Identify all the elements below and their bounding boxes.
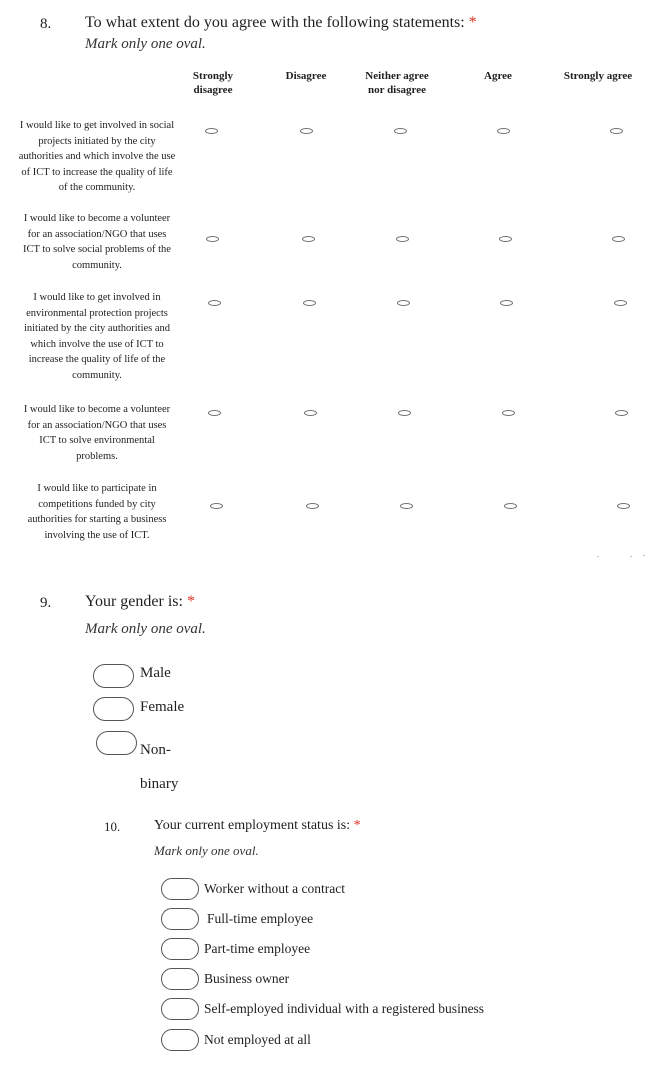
q8-title-text: To what extent do you agree with the following statements:	[85, 14, 465, 31]
q10-number: 10.	[104, 819, 121, 834]
q9-option-male-label: Male	[140, 665, 171, 681]
q10-option-worker-radio[interactable]	[161, 878, 199, 900]
q8-row5-strongly-agree-radio[interactable]	[617, 503, 630, 509]
q9-option-nonbinary-radio[interactable]	[96, 731, 137, 755]
q10-option-self-employed-radio[interactable]	[161, 998, 199, 1020]
col-header-strongly-disagree: Strongly disagree	[192, 70, 234, 96]
q9-option-male-radio[interactable]	[93, 664, 134, 688]
q9-option-female-label: Female	[140, 699, 185, 715]
q10-option-parttime-radio[interactable]	[161, 938, 199, 960]
q10-option-parttime-label: Part-time employee	[204, 941, 311, 956]
q10-required-mark: *	[353, 818, 361, 833]
q8-row5-disagree-radio[interactable]	[306, 503, 319, 509]
q8-instruction: Mark only one oval.	[85, 36, 206, 52]
q8-row5-neither-radio[interactable]	[400, 503, 413, 509]
q8-row1-agree-radio[interactable]	[497, 128, 510, 134]
q9-option-female-radio[interactable]	[93, 697, 134, 721]
q8-row3-neither-radio[interactable]	[397, 300, 410, 306]
q8-row-label-2: I would like to become a volunteer for an association/NGO that uses ICT to solve social problems of the community.	[23, 213, 171, 271]
q8-row-label-3: I would like to get involved in environmental protection projects initiated by the city authorities and which involve the use of ICT to increase the quality of life of the community.	[23, 292, 171, 381]
q8-row2-disagree-radio[interactable]	[302, 236, 315, 242]
q10-option-business-owner-label: Business owner	[204, 971, 290, 986]
q10-option-self-employed-label: Self-employed individual with a registered business	[204, 1001, 485, 1016]
q10-option-not-employed-label: Not employed at all	[204, 1032, 311, 1047]
q8-row2-agree-radio[interactable]	[499, 236, 512, 242]
q8-row4-neither-radio[interactable]	[398, 410, 411, 416]
scan-artifact-dot	[597, 556, 599, 557]
col-header-strongly-agree: Strongly agree	[563, 70, 633, 82]
q8-row-label-4: I would like to become a volunteer for an association/NGO that uses ICT to solve environmental problems.	[23, 404, 171, 462]
q9-option-nonbinary-label: Non-binary	[140, 742, 179, 792]
q8-row1-neither-radio[interactable]	[394, 128, 407, 134]
q8-number: 8.	[40, 16, 52, 32]
q10-option-not-employed-radio[interactable]	[161, 1029, 199, 1051]
q10-option-business-owner-radio[interactable]	[161, 968, 199, 990]
scan-artifact-dot	[630, 556, 632, 557]
q8-row2-strongly-agree-radio[interactable]	[612, 236, 625, 242]
q8-row4-strongly-disagree-radio[interactable]	[208, 410, 221, 416]
q9-title	[85, 593, 195, 611]
q8-row3-strongly-disagree-radio[interactable]	[208, 300, 221, 306]
q8-required-mark: *	[468, 14, 477, 31]
q10-option-worker-label: Worker without a contract	[204, 881, 345, 896]
q8-row-label-1: I would like to get involved in social projects initiated by the city authorities and which involve the use of ICT to increase the quality of life of the community.	[18, 120, 176, 193]
q8-row1-strongly-agree-radio[interactable]	[610, 128, 623, 134]
q9-title-text: Your gender is:	[85, 593, 183, 610]
q8-row1-strongly-disagree-radio[interactable]	[205, 128, 218, 134]
q10-instruction: Mark only one oval.	[154, 843, 259, 858]
col-header-neither: Neither agree nor disagree	[365, 70, 429, 96]
q8-row1-disagree-radio[interactable]	[300, 128, 313, 134]
q8-row3-agree-radio[interactable]	[500, 300, 513, 306]
q10-title-text: Your current employment status is:	[154, 818, 351, 833]
q8-row4-strongly-agree-radio[interactable]	[615, 410, 628, 416]
q8-title	[85, 14, 477, 32]
q8-row4-disagree-radio[interactable]	[304, 410, 317, 416]
q9-number: 9.	[40, 595, 52, 611]
q10-option-fulltime-radio[interactable]	[161, 908, 199, 930]
q8-row4-agree-radio[interactable]	[502, 410, 515, 416]
q8-row2-strongly-disagree-radio[interactable]	[206, 236, 219, 242]
q10-option-fulltime-label: Full-time employee	[207, 911, 314, 926]
col-header-agree: Agree	[484, 70, 512, 82]
q8-row3-disagree-radio[interactable]	[303, 300, 316, 306]
col-header-disagree: Disagree	[285, 70, 327, 82]
q8-row2-neither-radio[interactable]	[396, 236, 409, 242]
q8-row5-agree-radio[interactable]	[504, 503, 517, 509]
q8-row3-strongly-agree-radio[interactable]	[614, 300, 627, 306]
q8-row-label-5: I would like to participate in competitions funded by city authorities for starting a business involving the use of ICT.	[27, 483, 167, 541]
q10-title	[154, 818, 361, 834]
scan-artifact-dot	[643, 555, 645, 556]
q8-row5-strongly-disagree-radio[interactable]	[210, 503, 223, 509]
q9-required-mark: *	[186, 593, 195, 610]
q9-instruction: Mark only one oval.	[85, 621, 206, 637]
